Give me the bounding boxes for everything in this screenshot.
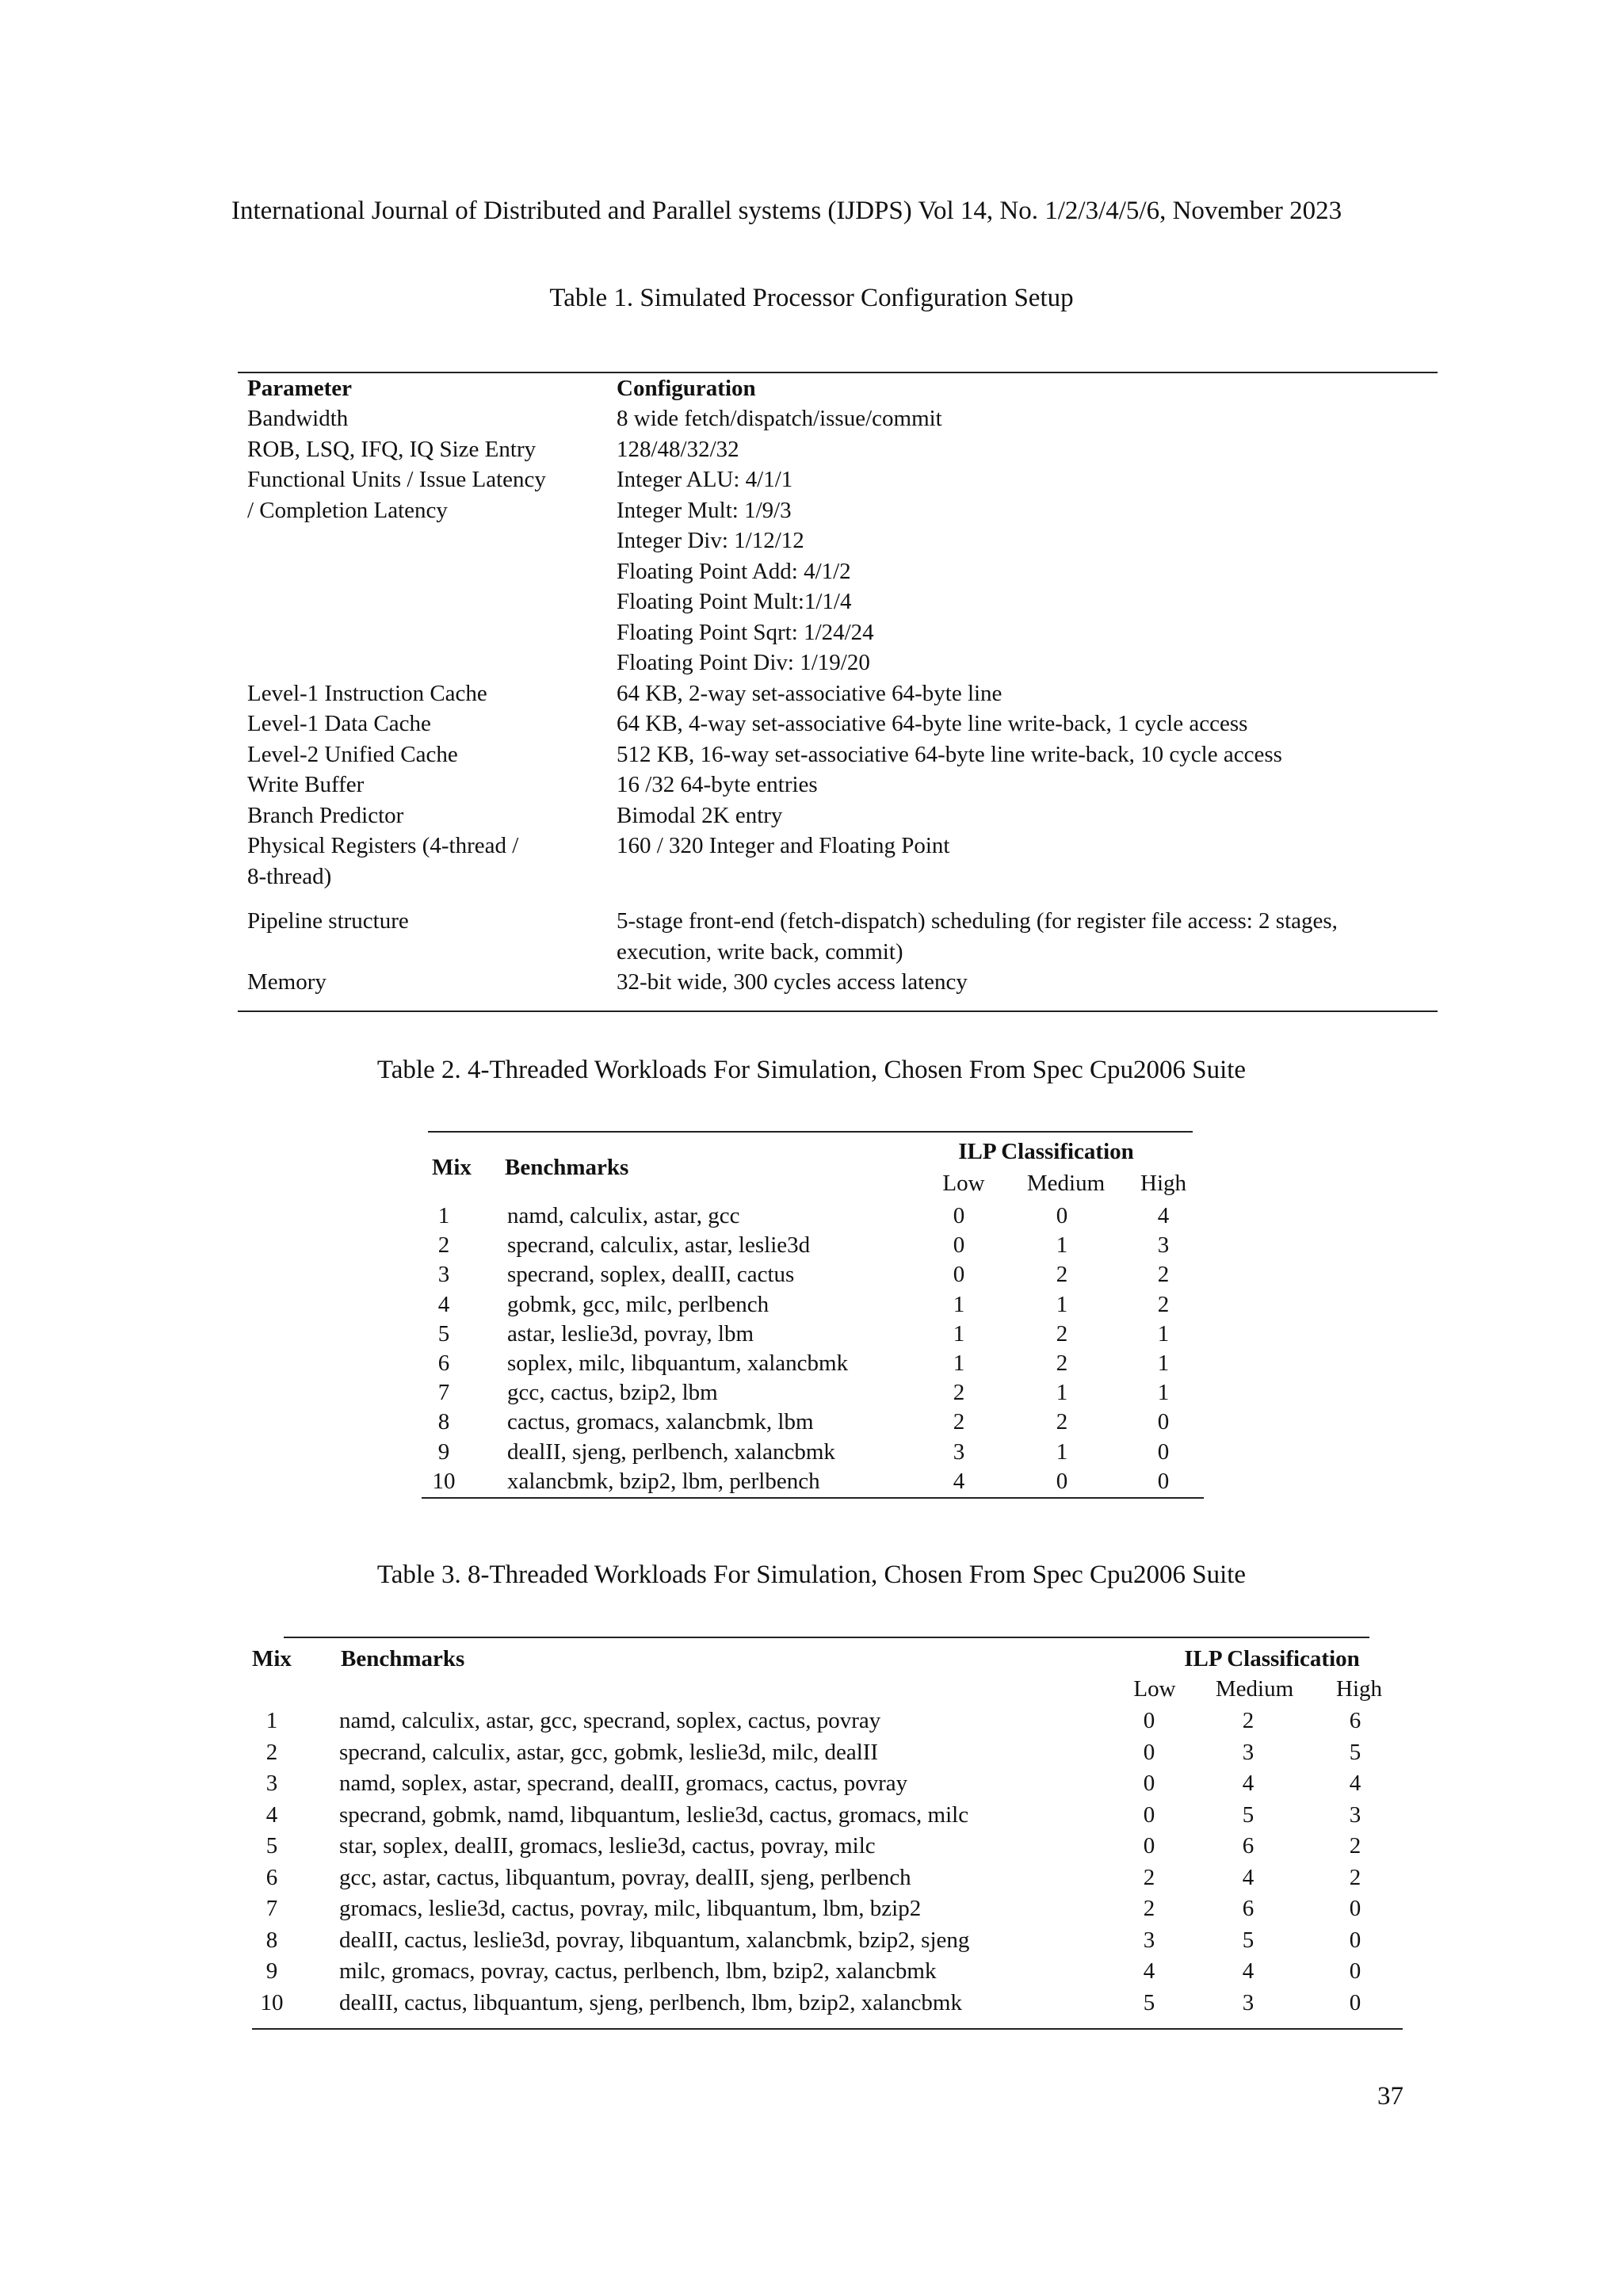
- table3-header-mix: Mix: [252, 1646, 292, 1671]
- table2-benchmarks-cell: namd, calculix, astar, gcc: [507, 1203, 740, 1228]
- table1-config-cell: Floating Point Mult:1/1/4: [617, 589, 852, 614]
- table3-medium-cell: 2: [1242, 1708, 1254, 1733]
- table2-high-cell: 1: [1157, 1320, 1170, 1347]
- table2-header-high: High: [1140, 1171, 1186, 1196]
- table1-header-parameter: Parameter: [247, 376, 353, 401]
- table2-benchmarks-cell: cactus, gromacs, xalancbmk, lbm: [507, 1409, 814, 1435]
- table2-high-cell: 0: [1157, 1409, 1170, 1435]
- table3-benchmarks-cell: gromacs, leslie3d, cactus, povray, milc, libquantum, lbm, bzip2: [339, 1896, 922, 1921]
- table3-benchmarks-cell: namd, soplex, astar, specrand, dealII, gromacs, cactus, povray: [339, 1771, 908, 1796]
- page-number: 37: [1377, 2082, 1403, 2111]
- table3-high-cell: 2: [1349, 1833, 1361, 1859]
- table3-mix-cell: 7: [265, 1896, 278, 1921]
- table3-header-high: High: [1336, 1676, 1382, 1702]
- table3-medium-cell: 5: [1242, 1927, 1254, 1953]
- table3-mix-cell: 3: [265, 1771, 278, 1796]
- table3-mix-cell: 9: [265, 1958, 278, 1984]
- table1-config-cell: Integer ALU: 4/1/1: [617, 467, 793, 492]
- table1-config-cell: 8 wide fetch/dispatch/issue/commit: [617, 406, 942, 431]
- table1-config-cell: Floating Point Div: 1/19/20: [617, 650, 870, 675]
- table3-medium-cell: 4: [1242, 1958, 1254, 1984]
- table3-mix-cell: 2: [265, 1739, 278, 1765]
- table3-low-cell: 3: [1143, 1927, 1155, 1953]
- table1-param-cell: Level-1 Instruction Cache: [247, 680, 487, 706]
- table1-config-cell: Bimodal 2K entry: [617, 802, 783, 828]
- table2-medium-cell: 1: [1056, 1232, 1068, 1259]
- table3-medium-cell: 6: [1242, 1896, 1254, 1921]
- table2-high-cell: 0: [1157, 1468, 1170, 1494]
- table1-bottom-rule: [238, 1010, 1438, 1012]
- table2-benchmarks-cell: soplex, milc, libquantum, xalancbmk: [507, 1350, 849, 1376]
- table2-medium-cell: 2: [1056, 1350, 1068, 1376]
- table3-benchmarks-cell: gcc, astar, cactus, libquantum, povray, dealII, sjeng, perlbench: [339, 1864, 911, 1890]
- table2-mix-cell: 3: [437, 1262, 450, 1288]
- table2-medium-cell: 1: [1056, 1380, 1068, 1406]
- table1-config-cell: Integer Mult: 1/9/3: [617, 497, 792, 523]
- table1-caption: Table 1. Simulated Processor Configuration Setup: [549, 284, 1074, 312]
- table3-high-cell: 0: [1349, 1989, 1361, 2015]
- table2-high-cell: 1: [1157, 1380, 1170, 1406]
- table3-benchmarks-cell: specrand, calculix, astar, gcc, gobmk, leslie3d, milc, dealII: [339, 1739, 879, 1765]
- table2-header-mix: Mix: [432, 1155, 472, 1180]
- table2-mix-cell: 8: [437, 1409, 450, 1435]
- table2-low-cell: 1: [953, 1320, 965, 1347]
- table2-mix-cell: 6: [437, 1350, 450, 1376]
- table3-benchmarks-cell: dealII, cactus, leslie3d, povray, libquantum, xalancbmk, bzip2, sjeng: [339, 1927, 970, 1953]
- table2-header-low: Low: [942, 1171, 985, 1196]
- table2-mix-cell: 1: [437, 1203, 450, 1228]
- table3-high-cell: 0: [1349, 1958, 1361, 1984]
- table2-medium-cell: 0: [1056, 1203, 1068, 1228]
- table3-benchmarks-cell: dealII, cactus, libquantum, sjeng, perlbench, lbm, bzip2, xalancbmk: [339, 1989, 962, 2015]
- table3-high-cell: 4: [1349, 1771, 1361, 1796]
- table1-config-cell: 160 / 320 Integer and Floating Point: [617, 833, 950, 858]
- table2-high-cell: 4: [1157, 1203, 1170, 1228]
- table3-low-cell: 0: [1143, 1833, 1155, 1859]
- table2-benchmarks-cell: dealII, sjeng, perlbench, xalancbmk: [507, 1438, 835, 1465]
- table3-low-cell: 0: [1143, 1801, 1155, 1828]
- table3-benchmarks-cell: milc, gromacs, povray, cactus, perlbench, lbm, bzip2, xalancbmk: [339, 1958, 937, 1984]
- table3-top-rule: [284, 1637, 1369, 1638]
- table1-config-cell: Floating Point Sqrt: 1/24/24: [617, 619, 874, 645]
- table3-mix-cell: 5: [265, 1833, 278, 1859]
- table1-param-cell: Level-2 Unified Cache: [247, 741, 458, 767]
- table1-param-cell: Bandwidth: [247, 406, 349, 431]
- table3-high-cell: 2: [1349, 1864, 1361, 1890]
- table3-mix-cell: 10: [260, 1989, 284, 2015]
- table2-high-cell: 2: [1157, 1291, 1170, 1317]
- table3-benchmarks-cell: specrand, gobmk, namd, libquantum, leslie3d, cactus, gromacs, milc: [339, 1801, 969, 1828]
- table1-config-cell: execution, write back, commit): [617, 938, 903, 965]
- table3-medium-cell: 3: [1242, 1739, 1254, 1765]
- table3-mix-cell: 4: [265, 1801, 278, 1828]
- table1-header-configuration: Configuration: [617, 376, 756, 401]
- table3-high-cell: 0: [1349, 1927, 1361, 1953]
- table2-benchmarks-cell: gcc, cactus, bzip2, lbm: [507, 1380, 718, 1406]
- table1-config-cell: 5-stage front-end (fetch-dispatch) scheduling (for register file access: 2 stages,: [617, 908, 1338, 934]
- table1-param-cell: Write Buffer: [247, 772, 365, 797]
- table2-mix-cell: 9: [437, 1438, 450, 1465]
- table3-benchmarks-cell: star, soplex, dealII, gromacs, leslie3d, cactus, povray, milc: [339, 1833, 876, 1859]
- table3-low-cell: 0: [1143, 1771, 1155, 1796]
- table3-header-ilp-classification: ILP Classification: [1184, 1646, 1360, 1671]
- table2-low-cell: 0: [953, 1232, 965, 1259]
- table3-header-benchmarks: Benchmarks: [341, 1646, 465, 1671]
- table2-benchmarks-cell: gobmk, gcc, milc, perlbench: [507, 1291, 769, 1317]
- table1-config-cell: 64 KB, 4-way set-associative 64-byte line write-back, 1 cycle access: [617, 711, 1248, 736]
- table2-medium-cell: 2: [1056, 1320, 1068, 1347]
- table3-low-cell: 2: [1143, 1864, 1155, 1890]
- table2-mix-cell: 4: [437, 1291, 450, 1317]
- table2-low-cell: 1: [953, 1350, 965, 1376]
- table1-param-cell: Functional Units / Issue Latency: [247, 467, 546, 492]
- table3-header-medium: Medium: [1215, 1676, 1294, 1702]
- table1-param-cell: Branch Predictor: [247, 802, 404, 828]
- table2-mix-cell: 7: [437, 1380, 450, 1406]
- table2-benchmarks-cell: astar, leslie3d, povray, lbm: [507, 1320, 754, 1347]
- table1-top-rule: [238, 372, 1438, 373]
- table3-mix-cell: 6: [265, 1864, 278, 1890]
- table2-low-cell: 0: [953, 1203, 965, 1228]
- table3-mix-cell: 1: [265, 1708, 278, 1733]
- table3-low-cell: 5: [1143, 1989, 1155, 2015]
- table3-high-cell: 6: [1349, 1708, 1361, 1733]
- table3-benchmarks-cell: namd, calculix, astar, gcc, specrand, soplex, cactus, povray: [339, 1708, 881, 1733]
- table3-low-cell: 2: [1143, 1896, 1155, 1921]
- table3-low-cell: 4: [1143, 1958, 1155, 1984]
- table3-high-cell: 0: [1349, 1896, 1361, 1921]
- table2-caption: Table 2. 4-Threaded Workloads For Simulation, Chosen From Spec Cpu2006 Suite: [376, 1056, 1247, 1084]
- table1-param-cell: / Completion Latency: [247, 497, 448, 523]
- table2-high-cell: 1: [1157, 1350, 1170, 1376]
- table2-medium-cell: 1: [1056, 1291, 1068, 1317]
- table3-bottom-rule: [252, 2028, 1403, 2030]
- table3-caption: Table 3. 8-Threaded Workloads For Simulation, Chosen From Spec Cpu2006 Suite: [376, 1561, 1247, 1589]
- table2-medium-cell: 2: [1056, 1262, 1068, 1288]
- table1-param-cell: Physical Registers (4-thread /: [247, 833, 519, 858]
- table2-mix-cell: 10: [432, 1468, 456, 1494]
- table3-medium-cell: 6: [1242, 1833, 1254, 1859]
- table1-param-cell: ROB, LSQ, IFQ, IQ Size Entry: [247, 436, 537, 462]
- table1-config-cell: 64 KB, 2-way set-associative 64-byte line: [617, 680, 1002, 706]
- table3-high-cell: 3: [1349, 1801, 1361, 1828]
- journal-header: International Journal of Distributed and Parallel systems (IJDPS) Vol 14, No. 1/2/3/4/5/6, November 2023: [231, 197, 1342, 225]
- table1-param-cell: Memory: [247, 969, 327, 995]
- table2-benchmarks-cell: specrand, calculix, astar, leslie3d: [507, 1232, 811, 1259]
- table2-mix-cell: 5: [437, 1320, 450, 1347]
- table3-low-cell: 0: [1143, 1739, 1155, 1765]
- table2-medium-cell: 1: [1056, 1438, 1068, 1465]
- table2-low-cell: 4: [953, 1468, 965, 1494]
- table1-config-cell: Floating Point Add: 4/1/2: [617, 558, 851, 584]
- table2-high-cell: 3: [1157, 1232, 1170, 1259]
- table2-high-cell: 0: [1157, 1438, 1170, 1465]
- table3-medium-cell: 3: [1242, 1989, 1254, 2015]
- table2-benchmarks-cell: xalancbmk, bzip2, lbm, perlbench: [507, 1468, 820, 1494]
- table3-high-cell: 5: [1349, 1739, 1361, 1765]
- table3-low-cell: 0: [1143, 1708, 1155, 1733]
- table2-bottom-rule: [422, 1497, 1204, 1499]
- table3-header-low: Low: [1133, 1676, 1176, 1702]
- table3-medium-cell: 5: [1242, 1801, 1254, 1828]
- table2-header-ilp-classification: ILP Classification: [958, 1139, 1134, 1164]
- table3-medium-cell: 4: [1242, 1864, 1254, 1890]
- table2-benchmarks-cell: specrand, soplex, dealII, cactus: [507, 1262, 795, 1288]
- table2-low-cell: 3: [953, 1438, 965, 1465]
- table3-mix-cell: 8: [265, 1927, 278, 1953]
- table2-mix-cell: 2: [437, 1232, 450, 1259]
- table1-config-cell: 128/48/32/32: [617, 436, 739, 462]
- table2-header-benchmarks: Benchmarks: [505, 1155, 629, 1180]
- table2-low-cell: 2: [953, 1380, 965, 1406]
- table2-high-cell: 2: [1157, 1262, 1170, 1288]
- table1-param-cell: 8-thread): [247, 863, 332, 889]
- table2-low-cell: 0: [953, 1262, 965, 1288]
- table2-medium-cell: 0: [1056, 1468, 1068, 1494]
- table2-medium-cell: 2: [1056, 1409, 1068, 1435]
- table2-top-rule: [428, 1131, 1193, 1133]
- table1-config-cell: Integer Div: 1/12/12: [617, 528, 804, 553]
- table2-header-medium: Medium: [1026, 1171, 1106, 1196]
- table2-low-cell: 1: [953, 1291, 965, 1317]
- table1-config-cell: 32-bit wide, 300 cycles access latency: [617, 969, 968, 995]
- table3-medium-cell: 4: [1242, 1771, 1254, 1796]
- table1-config-cell: 512 KB, 16-way set-associative 64-byte line write-back, 10 cycle access: [617, 741, 1282, 767]
- table1-param-cell: Level-1 Data Cache: [247, 711, 431, 736]
- table2-low-cell: 2: [953, 1409, 965, 1435]
- table1-config-cell: 16 /32 64-byte entries: [617, 772, 818, 797]
- table1-param-cell: Pipeline structure: [247, 908, 409, 934]
